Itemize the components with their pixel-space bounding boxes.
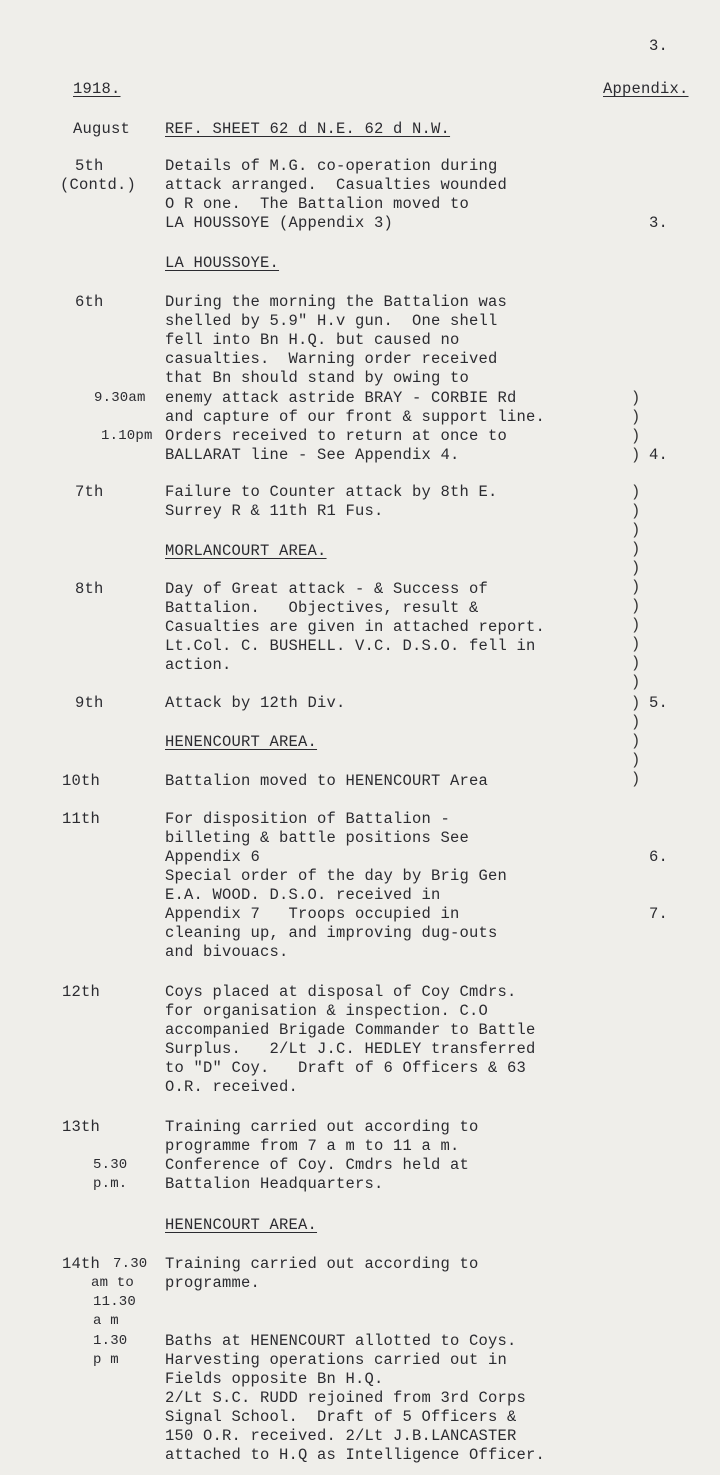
bracket-mark: ) <box>631 597 641 615</box>
bracket-mark: ) <box>631 616 641 634</box>
bracket-mark: ) <box>631 521 641 539</box>
entry-text-line: Baths at HENENCOURT allotted to Coys. <box>165 1332 517 1350</box>
bracket-mark: ) <box>631 751 641 769</box>
entry-text-line: enemy attack astride BRAY - CORBIE Rd <box>165 389 517 407</box>
entry-text-line: 150 O.R. received. 2/Lt J.B.LANCASTER <box>165 1427 517 1445</box>
entry-date: 11th <box>62 810 101 828</box>
bracket-mark: ) <box>631 732 641 750</box>
appendix-ref: 6. <box>649 848 669 866</box>
section-heading: LA HOUSSOYE. <box>165 254 280 272</box>
entry-text-line: Attack by 12th Div. <box>165 694 346 712</box>
entry-text-line: Coys placed at disposal of Coy Cmdrs. <box>165 983 517 1001</box>
bracket-mark: ) <box>631 694 641 712</box>
bracket-mark: ) <box>631 427 641 445</box>
entry-date: 14th <box>62 1255 101 1273</box>
appendix-ref: 3. <box>649 214 669 232</box>
entry-text-line: For disposition of Battalion - <box>165 810 451 828</box>
entry-date: 8th <box>75 580 104 598</box>
month-label: August <box>73 120 131 138</box>
entry-text-line: LA HOUSSOYE (Appendix 3) <box>165 214 394 232</box>
appendix-ref: 7. <box>649 905 669 923</box>
entry-text-line: Fields opposite Bn H.Q. <box>165 1370 384 1388</box>
entry-text-line: Signal School. Draft of 5 Officers & <box>165 1408 517 1426</box>
entry-time: 11.30 <box>93 1294 137 1310</box>
bracket-mark: ) <box>631 635 641 653</box>
entry-text-line: shelled by 5.9" H.v gun. One shell <box>165 312 498 330</box>
entry-text-line: BALLARAT line - See Appendix 4. <box>165 446 460 464</box>
bracket-mark: ) <box>631 483 641 501</box>
entry-text-line: Special order of the day by Brig Gen <box>165 867 508 885</box>
entry-text-line: programme from 7 a m to 11 a m. <box>165 1137 460 1155</box>
section-heading: HENENCOURT AREA. <box>165 733 318 751</box>
entry-text-line: fell into Bn H.Q. but caused no <box>165 331 460 349</box>
entry-text-line: Appendix 6 <box>165 848 261 866</box>
entry-text-line: Conference of Coy. Cmdrs held at <box>165 1156 470 1174</box>
entry-text-line: Appendix 7 Troops occupied in <box>165 905 460 923</box>
section-heading: MORLANCOURT AREA. <box>165 542 327 560</box>
entry-text-line: Surplus. 2/Lt J.C. HEDLEY transferred <box>165 1040 536 1058</box>
bracket-mark: ) <box>631 540 641 558</box>
bracket-mark: ) <box>631 673 641 691</box>
year-heading: 1918. <box>73 80 121 98</box>
bracket-mark: ) <box>631 713 641 731</box>
ref-sheet: REF. SHEET 62 d N.E. 62 d N.W. <box>165 120 451 138</box>
entry-text-line: E.A. WOOD. D.S.O. received in <box>165 886 441 904</box>
entry-text-line: programme. <box>165 1274 261 1292</box>
bracket-mark: ) <box>631 389 641 407</box>
entry-text-line: that Bn should stand by owing to <box>165 369 470 387</box>
entry-text-line: 2/Lt S.C. RUDD rejoined from 3rd Corps <box>165 1389 527 1407</box>
entry-text-line: O.R. received. <box>165 1078 299 1096</box>
entry-text-line: and bivouacs. <box>165 943 289 961</box>
entry-text-line: Battalion moved to HENENCOURT Area <box>165 772 489 790</box>
bracket-mark: ) <box>631 559 641 577</box>
entry-text-line: attack arranged. Casualties wounded <box>165 176 508 194</box>
entry-text-line: Training carried out according to <box>165 1255 479 1273</box>
entry-text-line: Training carried out according to <box>165 1118 479 1136</box>
entry-time: 1.30 <box>93 1333 128 1349</box>
entry-text-line: for organisation & inspection. C.O <box>165 1002 489 1020</box>
entry-text-line: action. <box>165 656 232 674</box>
appendix-ref: 5. <box>649 694 669 712</box>
page-number: 3. <box>649 37 669 55</box>
appendix-column-heading: Appendix. <box>603 80 689 98</box>
bracket-mark: ) <box>631 770 641 788</box>
entry-time: p m <box>93 1352 119 1368</box>
entry-text-line: casualties. Warning order received <box>165 350 498 368</box>
entry-text-line: to "D" Coy. Draft of 6 Officers & 63 <box>165 1059 527 1077</box>
entry-text-line: Battalion. Objectives, result & <box>165 599 479 617</box>
entry-time: 9.30am <box>94 390 146 406</box>
entry-text-line: accompanied Brigade Commander to Battle <box>165 1021 536 1039</box>
entry-time: 5.30 <box>93 1157 128 1173</box>
entry-text-line: Failure to Counter attack by 8th E. <box>165 483 498 501</box>
entry-time: 7.30 <box>113 1256 148 1272</box>
entry-time: am to <box>91 1275 135 1291</box>
entry-date: 12th <box>62 983 101 1001</box>
entry-date: 10th <box>62 772 101 790</box>
section-heading: HENENCOURT AREA. <box>165 1216 318 1234</box>
entry-text-line: O R one. The Battalion moved to <box>165 195 470 213</box>
entry-text-line: Orders received to return at once to <box>165 427 508 445</box>
entry-text-line: cleaning up, and improving dug-outs <box>165 924 498 942</box>
bracket-mark: ) <box>631 408 641 426</box>
entry-text-line: During the morning the Battalion was <box>165 293 508 311</box>
bracket-mark: ) <box>631 446 641 464</box>
entry-date: 5th <box>75 157 104 175</box>
entry-text-line: Surrey R & 11th R1 Fus. <box>165 502 384 520</box>
entry-date: 9th <box>75 694 104 712</box>
bracket-mark: ) <box>631 654 641 672</box>
entry-date-contd: (Contd.) <box>60 176 137 194</box>
entry-time: 1.10pm <box>101 428 153 444</box>
entry-date: 6th <box>75 293 104 311</box>
appendix-ref: 4. <box>649 446 669 464</box>
entry-text-line: Day of Great attack - & Success of <box>165 580 489 598</box>
entry-date: 7th <box>75 483 104 501</box>
entry-text-line: attached to H.Q as Intelligence Officer. <box>165 1446 546 1464</box>
bracket-mark: ) <box>631 578 641 596</box>
entry-time: p.m. <box>93 1176 128 1192</box>
entry-time: a m <box>93 1313 119 1329</box>
entry-text-line: billeting & battle positions See <box>165 829 470 847</box>
entry-text-line: and capture of our front & support line. <box>165 408 546 426</box>
entry-date: 13th <box>62 1118 101 1136</box>
bracket-mark: ) <box>631 502 641 520</box>
entry-text-line: Harvesting operations carried out in <box>165 1351 508 1369</box>
entry-text-line: Details of M.G. co-operation during <box>165 157 498 175</box>
entry-text-line: Lt.Col. C. BUSHELL. V.C. D.S.O. fell in <box>165 637 536 655</box>
entry-text-line: Battalion Headquarters. <box>165 1175 384 1193</box>
entry-text-line: Casualties are given in attached report. <box>165 618 546 636</box>
